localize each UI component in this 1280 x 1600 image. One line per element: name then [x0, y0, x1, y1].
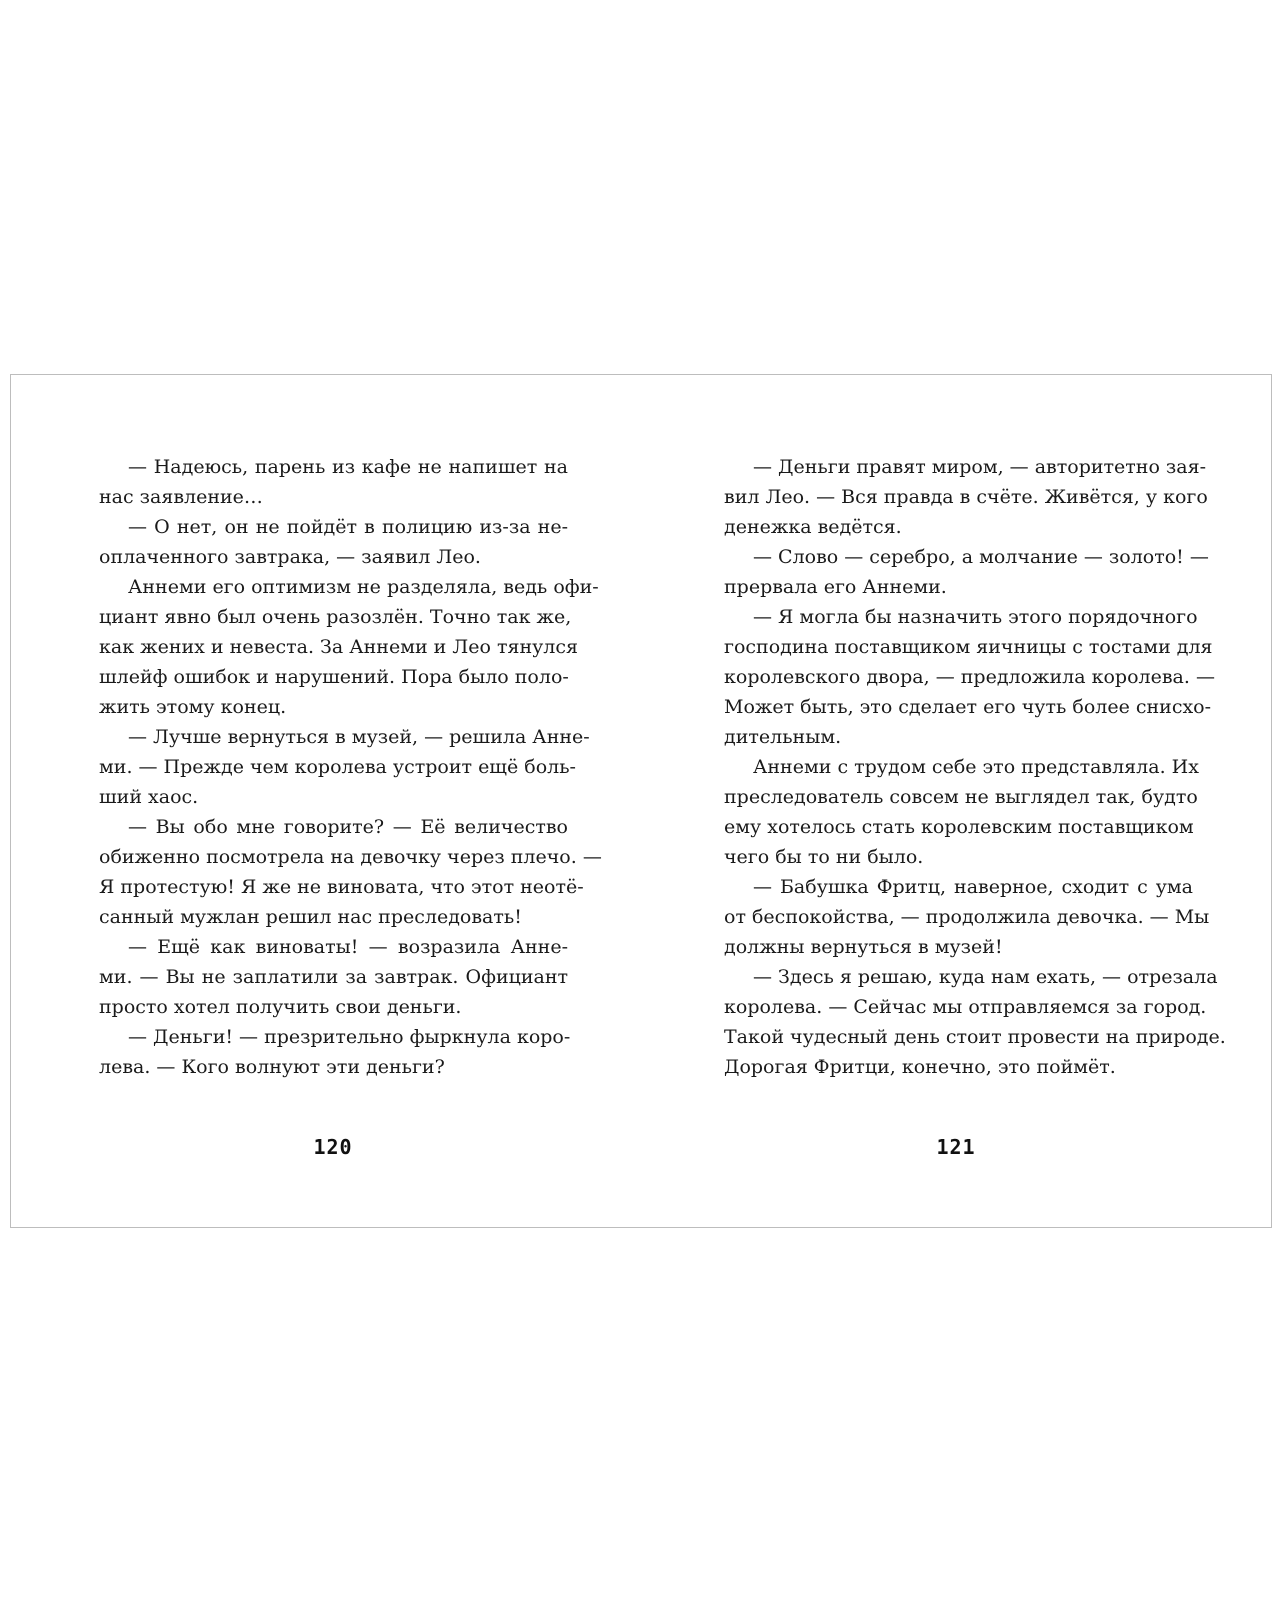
text-line: должны вернуться в музей!: [724, 936, 1003, 958]
text-line: нас заявление…: [99, 486, 263, 508]
text-line: — Я могла бы назначить этого порядочного: [753, 606, 1198, 628]
text-line: Может быть, это сделает его чуть более снисхо-: [724, 696, 1212, 718]
text-line: просто хотел получить свои деньги.: [99, 996, 462, 1018]
left-page-text: [99, 452, 602, 1082]
right-page: [642, 375, 1273, 1227]
right-page-number: 121: [936, 1135, 976, 1159]
text-line: Дорогая Фритци, конечно, это поймёт.: [724, 1056, 1116, 1078]
text-line: ми. — Прежде чем королева устроит ещё боль-: [99, 756, 576, 778]
text-line: — О нет, он не пойдёт в полицию из-за не-: [128, 516, 568, 538]
text-line: ми. — Вы не заплатили за завтрак. Официант: [99, 966, 568, 988]
text-line: циант явно был очень разозлён. Точно так же,: [99, 606, 572, 628]
left-page-number: 120: [313, 1135, 353, 1159]
text-line: денежка ведётся.: [724, 516, 902, 538]
text-line: Аннеми его оптимизм не разделяла, ведь офи-: [128, 576, 599, 598]
text-line: — Слово — серебро, а молчание — золото! —: [753, 546, 1209, 568]
text-line: санный мужлан решил нас преследовать!: [99, 906, 522, 928]
text-line: лева. — Кого волнуют эти деньги?: [99, 1056, 445, 1078]
text-line: — Лучше вернуться в музей, — решила Анне-: [128, 726, 590, 748]
text-line: дительным.: [724, 726, 842, 748]
text-line: — Здесь я решаю, куда нам ехать, — отрезала: [753, 966, 1218, 988]
text-line: — Деньги! — презрительно фыркнула коро-: [128, 1026, 571, 1048]
book-spread: [10, 374, 1272, 1228]
text-line: от беспокойства, — продолжила девочка. — Мы: [724, 906, 1210, 928]
text-line: — Бабушка Фритц, наверное, сходит с ума: [753, 876, 1193, 898]
text-line: ему хотелось стать королевским поставщиком: [724, 816, 1194, 838]
text-line: вил Лео. — Вся правда в счёте. Живётся, у кого: [724, 486, 1208, 508]
text-line: как жених и невеста. За Аннеми и Лео тянулся: [99, 636, 578, 658]
text-line: — Вы обо мне говорите? — Её величество: [128, 816, 568, 838]
text-line: жить этому конец.: [99, 696, 287, 718]
text-line: — Деньги правят миром, — авторитетно зая-: [753, 456, 1207, 478]
text-line: ший хаос.: [99, 786, 199, 808]
left-page: [11, 375, 642, 1227]
text-line: господина поставщиком яичницы с тостами для: [724, 636, 1213, 658]
text-line: — Ещё как виноваты! — возразила Анне-: [128, 936, 568, 958]
text-line: преследователь совсем не выглядел так, будто: [724, 786, 1198, 808]
text-line: Я протестую! Я же не виновата, что этот неотё-: [99, 876, 584, 898]
text-line: чего бы то ни было.: [724, 846, 924, 868]
text-line: прервала его Аннеми.: [724, 576, 947, 598]
text-line: обиженно посмотрела на девочку через плечо. —: [99, 846, 602, 868]
text-line: оплаченного завтрака, — заявил Лео.: [99, 546, 481, 568]
text-line: Аннеми с трудом себе это представляла. Их: [753, 756, 1199, 778]
text-line: — Надеюсь, парень из кафе не напишет на: [128, 456, 568, 478]
text-line: королева. — Сейчас мы отправляемся за город.: [724, 996, 1207, 1018]
text-line: Такой чудесный день стоит провести на природе.: [724, 1026, 1226, 1048]
text-line: шлейф ошибок и нарушений. Пора было поло-: [99, 666, 569, 688]
text-line: королевского двора, — предложила королева. —: [724, 666, 1215, 688]
right-page-text: [724, 452, 1226, 1082]
